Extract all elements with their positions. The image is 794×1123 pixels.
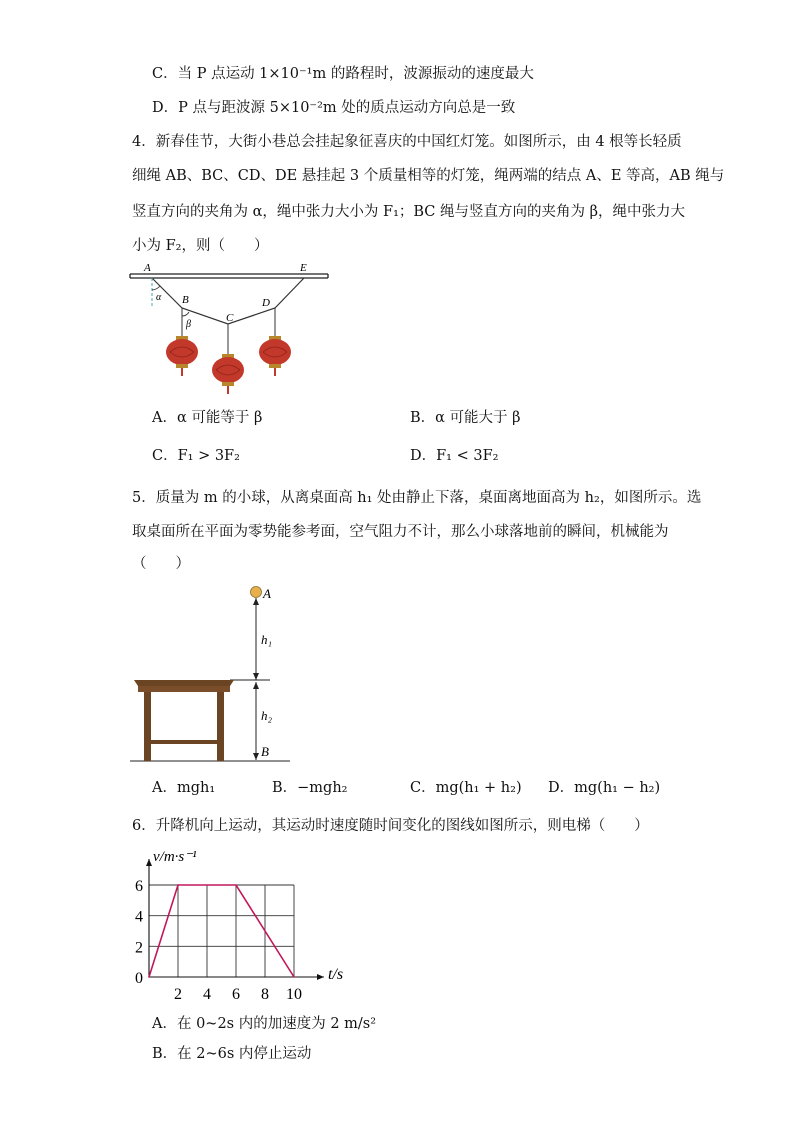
- label-alpha: α: [156, 292, 162, 303]
- table-drawing: [134, 680, 234, 761]
- label-h1: h₁: [261, 632, 273, 647]
- velocity-data-point: [177, 884, 179, 886]
- q6-stem: 6．升降机向上运动，其运动时速度随时间变化的图线如图所示，则电梯（ ）: [132, 818, 649, 834]
- q4-stem-line4: 小为 F₂，则（ ）: [132, 238, 269, 254]
- y-tick-label: 4: [135, 908, 143, 926]
- lantern-left: [166, 336, 198, 376]
- q5-option-c: C．mg(h₁ + h₂): [410, 780, 522, 796]
- y-tick-label: 2: [135, 939, 143, 957]
- q5-option-a: A．mgh₁: [152, 780, 216, 796]
- q4-stem-line3: 竖直方向的夹角为 α，绳中张力大小为 F₁；BC 绳与竖直方向的夹角为 β，绳中张力大: [132, 204, 686, 220]
- y-tick-label: 6: [135, 878, 143, 895]
- label-d: D: [262, 297, 270, 309]
- y-tick-label: 0: [135, 970, 143, 987]
- q5-option-d: D．mg(h₁ − h₂): [548, 780, 661, 796]
- q6-option-a: A．在 0~2s 内的加速度为 2 m/s²: [152, 1016, 377, 1032]
- x-tick-label: 2: [174, 986, 182, 1003]
- velocity-time-chart: [130, 842, 370, 1003]
- q4-option-b: B．α 可能大于 β: [410, 410, 521, 426]
- q5-option-b: B．−mgh₂: [272, 780, 348, 796]
- x-tick-label: 8: [261, 986, 269, 1003]
- lantern-middle: [212, 354, 244, 394]
- lantern-figure: [130, 260, 335, 400]
- x-axis-label: t/s: [328, 966, 344, 983]
- label-ball-a: A: [263, 586, 271, 601]
- table-ball-figure: [130, 580, 300, 765]
- q4-stem-line1: 4．新春佳节，大街小巷总会挂起象征喜庆的中国红灯笼。如图所示，由 4 根等长轻质: [132, 134, 682, 150]
- q5-stem-line1: 5．质量为 m 的小球，从离桌面高 h₁ 处由静止下落，桌面离地面高为 h₂，如图所示。选: [132, 490, 702, 506]
- label-b: B: [182, 294, 189, 306]
- x-tick-label: 6: [232, 986, 240, 1003]
- q3-option-d: D．P 点与距波源 5×10⁻²m 处的质点运动方向总是一致: [152, 100, 516, 116]
- velocity-data-point: [148, 976, 150, 978]
- q5-stem-line2: 取桌面所在平面为零势能参考面，空气阻力不计，那么小球落地前的瞬间，机械能为: [132, 524, 669, 540]
- label-h2: h₂: [261, 708, 273, 723]
- q3-option-c: C．当 P 点运动 1×10⁻¹m 的路程时，波源振动的速度最大: [152, 66, 534, 82]
- label-e: E: [300, 262, 307, 274]
- x-axis-arrow: [317, 974, 324, 980]
- label-beta: β: [186, 319, 191, 330]
- velocity-data-point: [235, 884, 237, 886]
- x-tick-label: 4: [203, 986, 211, 1003]
- label-c: C: [226, 312, 234, 324]
- q5-stem-line3: （ ）: [132, 556, 190, 572]
- velocity-data-point: [293, 976, 295, 978]
- q6-option-b: B．在 2~6s 内停止运动: [152, 1046, 312, 1062]
- label-a: A: [144, 262, 151, 274]
- velocity-series-line: [149, 885, 294, 977]
- q4-option-d: D．F₁ < 3F₂: [410, 448, 499, 464]
- lantern-right: [259, 336, 291, 376]
- x-tick-label: 10: [286, 986, 302, 1003]
- y-axis-arrow: [146, 859, 152, 866]
- q4-option-a: A．α 可能等于 β: [152, 410, 263, 426]
- label-ball-b: B: [261, 744, 269, 759]
- q4-option-c: C．F₁ > 3F₂: [152, 448, 240, 464]
- y-axis-label: v/m·s⁻¹: [153, 849, 197, 865]
- q4-stem-line2: 细绳 AB、BC、CD、DE 悬挂起 3 个质量相等的灯笼，绳两端的结点 A、E 等高，AB 绳与: [132, 168, 725, 184]
